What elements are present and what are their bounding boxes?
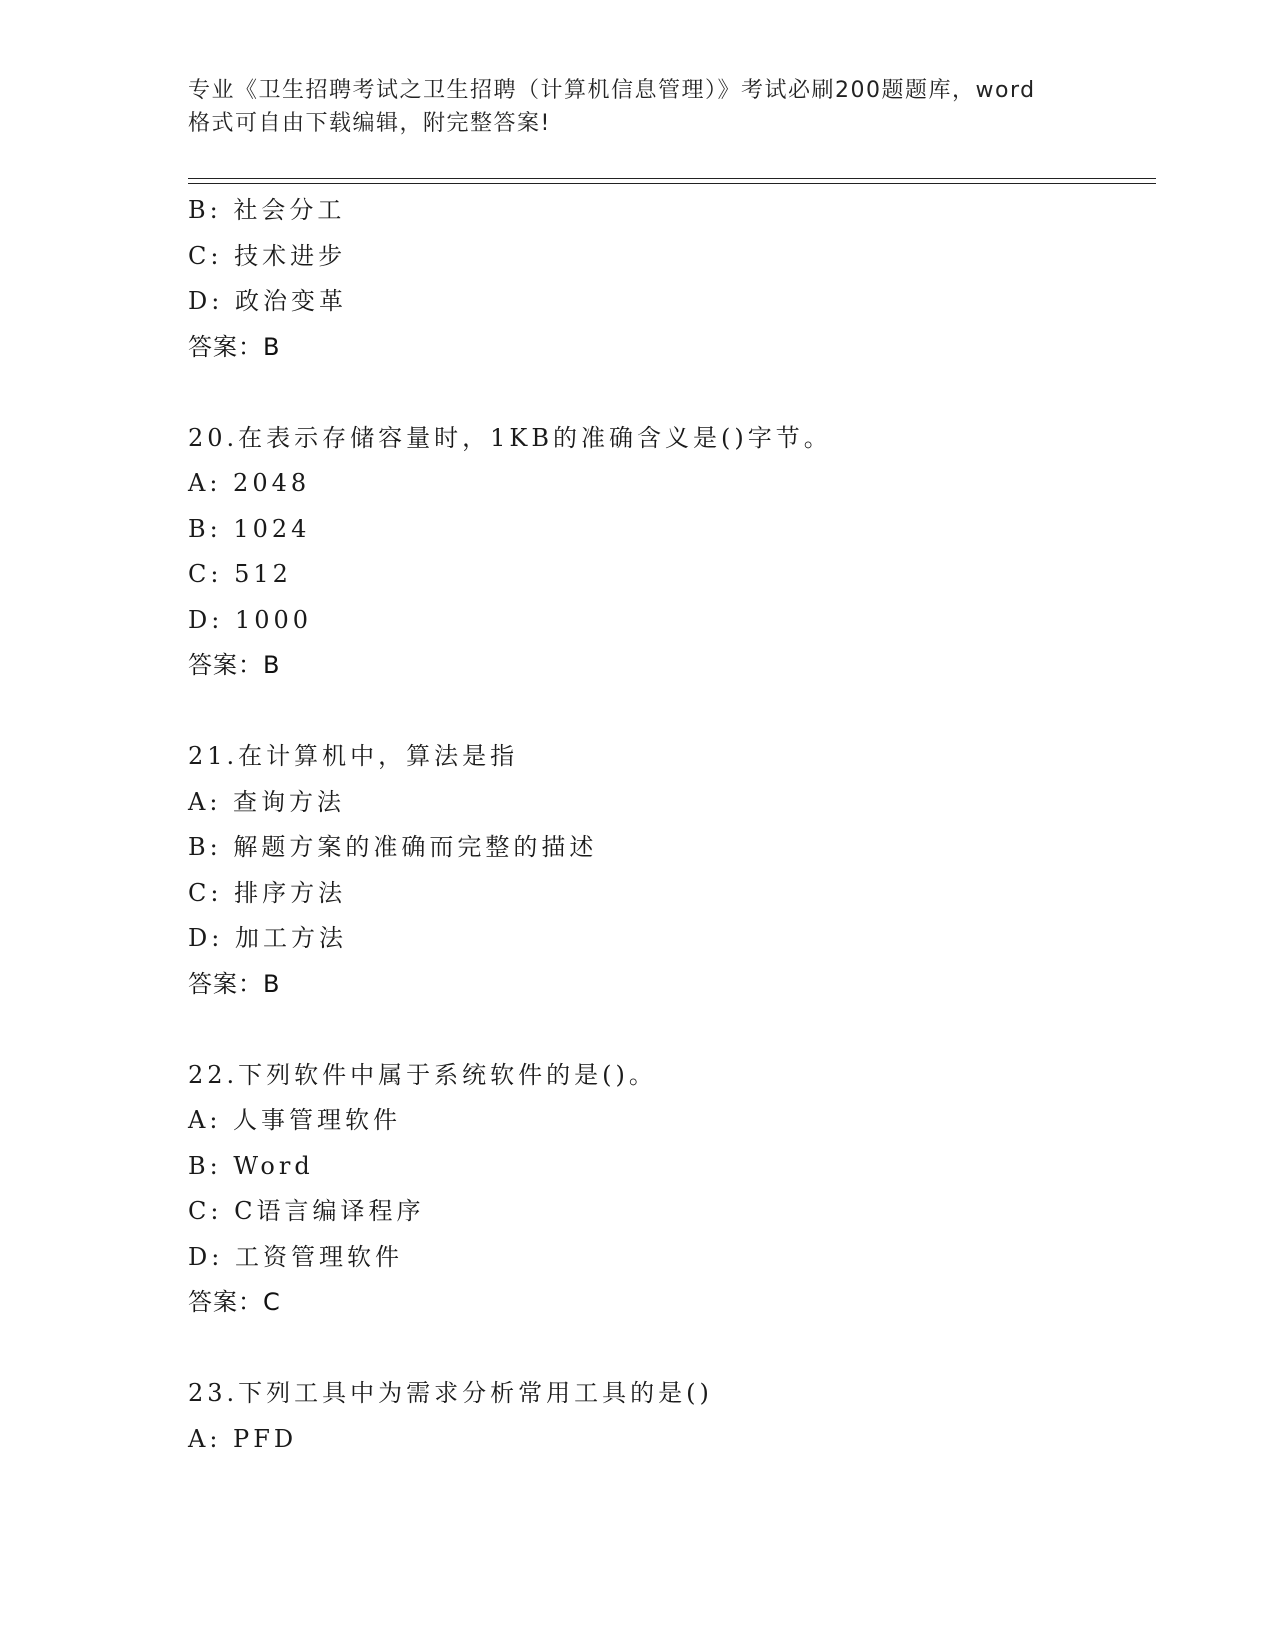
question-block-23 [188,1371,1148,1462]
option-c: C: C语言编译程序 [188,1197,425,1225]
question-text: 22.下列软件中属于系统软件的是()。 [188,1060,657,1089]
document-header [188,74,1088,140]
question-block-19 [188,188,1148,370]
spacer [188,689,1148,735]
option-d: D: 1000 [188,605,313,634]
header-line-2: 格式可自由下载编辑，附完整答案! [188,111,551,136]
answer-line: 答案：B [188,651,281,679]
option-c: C: 排序方法 [188,878,347,907]
option-c: C: 512 [188,560,292,588]
question-text: 21.在计算机中，算法是指 [188,742,519,770]
option-a: A: 人事管理软件 [188,1106,402,1134]
spacer [188,370,1148,416]
question-list [188,188,1148,1462]
spacer [188,1007,1148,1053]
option-a: A: PFD [188,1424,298,1453]
question-block-22 [188,1053,1148,1326]
answer-line: 答案：B [188,969,281,998]
option-d: D: 工资管理软件 [188,1242,403,1271]
option-a: A: 查询方法 [188,787,346,816]
option-b: B: 社会分工 [188,196,346,224]
option-b: B: Word [188,1151,314,1180]
option-c: C: 技术进步 [188,241,347,270]
spacer [188,1326,1148,1372]
question-text: 23.下列工具中为需求分析常用工具的是() [188,1379,713,1407]
header-divider-bottom [188,183,1156,184]
question-block-20 [188,416,1148,689]
option-b: B: 解题方案的准确而完整的描述 [188,833,598,861]
option-a: A: 2048 [188,469,311,497]
header-divider-top [188,178,1156,179]
option-d: D: 加工方法 [188,924,347,952]
answer-line: 答案：B [188,332,281,361]
option-b: B: 1024 [188,514,311,543]
option-d: D: 政治变革 [188,287,347,315]
answer-line: 答案：C [188,1288,281,1316]
question-text: 20.在表示存储容量时，1KB的准确含义是()字节。 [188,423,832,452]
header-line-1: 专业《卫生招聘考试之卫生招聘（计算机信息管理）》考试必刷200题题库，word [188,78,1036,103]
question-block-21 [188,734,1148,1007]
